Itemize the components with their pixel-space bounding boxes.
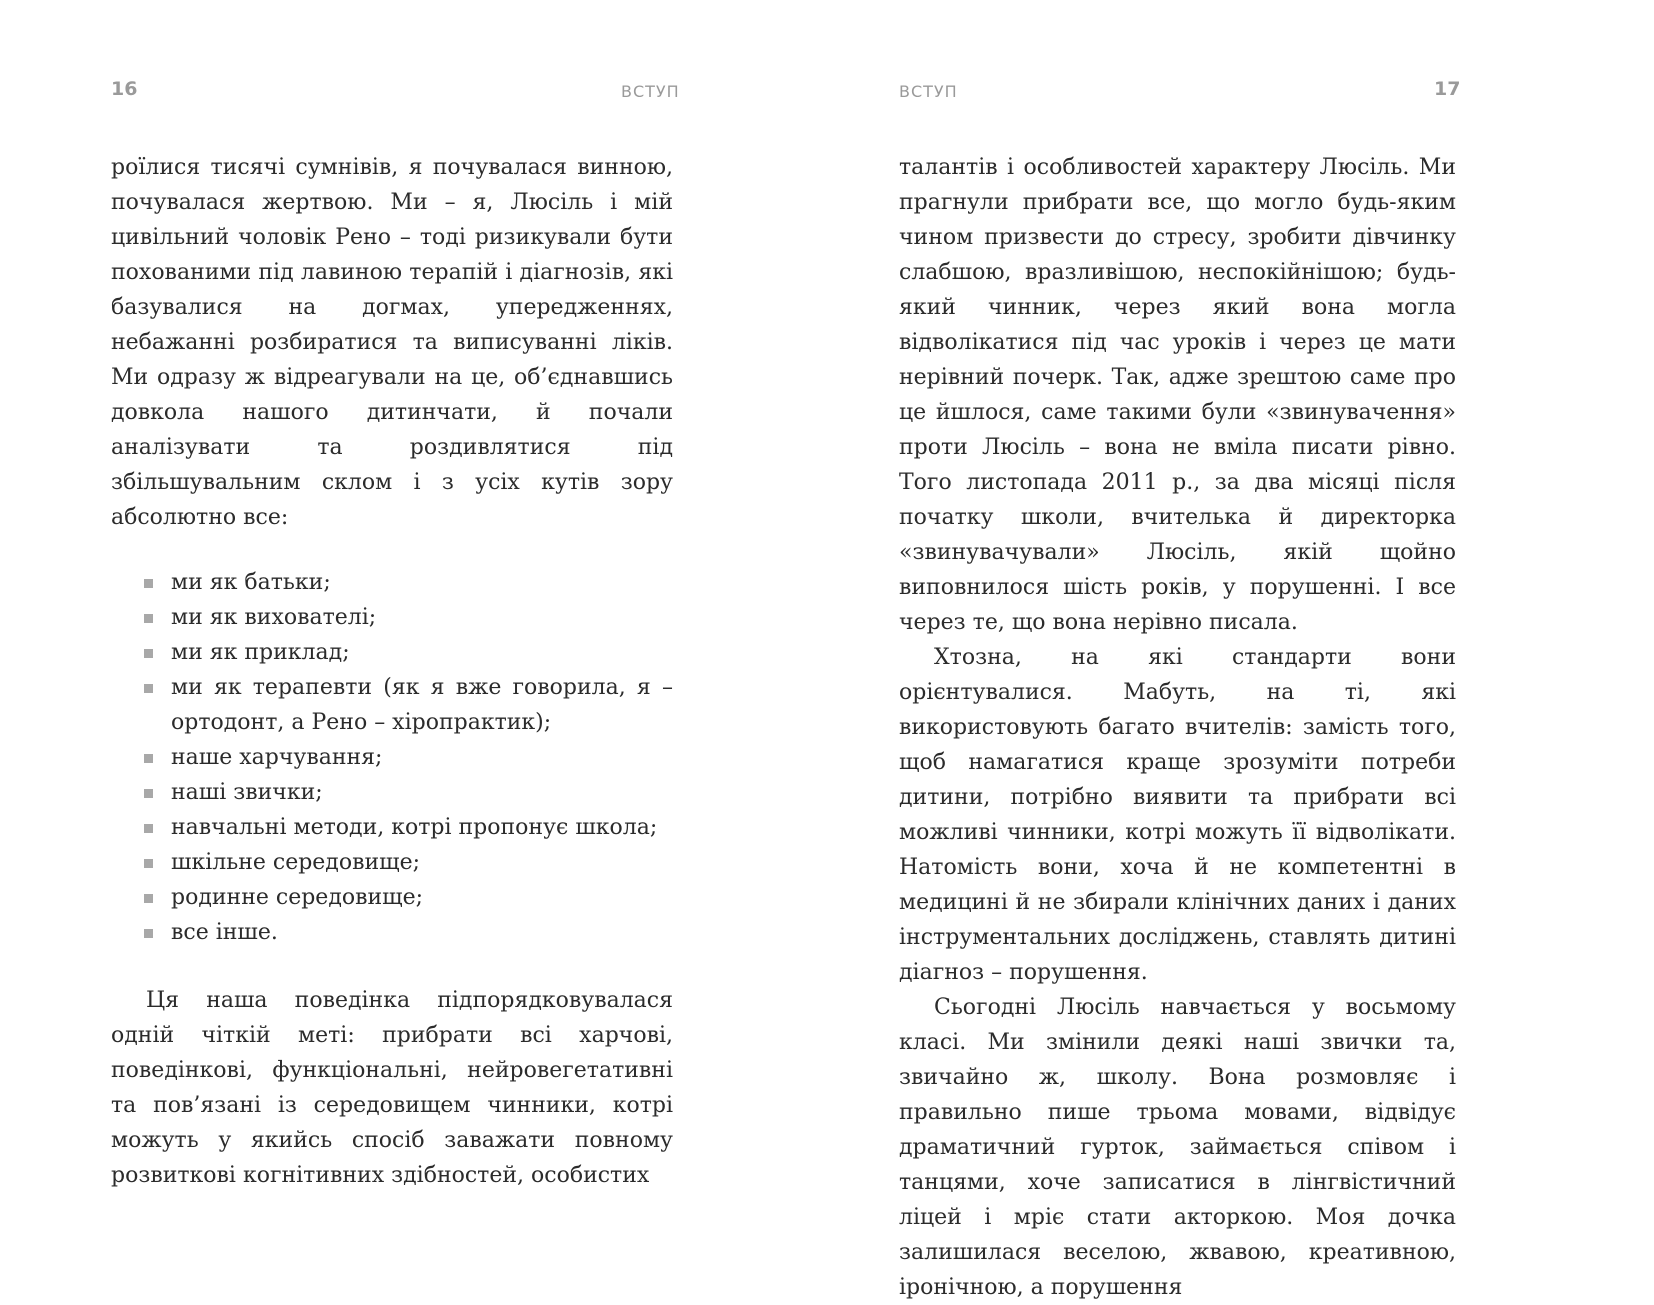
running-head-right: ВСТУП <box>899 82 958 101</box>
right-text-block <box>899 150 1456 1305</box>
bullet-list <box>111 565 673 950</box>
list-item: родинне середовище; <box>111 880 673 915</box>
left-paragraph-2: Ця наша поведінка підпорядковувалася одній чіткій меті: прибрати всі харчові, поведінкові, функціональні, нейровегетативні та пов’язані із середовищем чинники, котрі можуть у якийсь спосіб заважати повному розвиткові когнітивних здібностей, особистих <box>111 988 673 1188</box>
list-item: ми як вихователі; <box>111 600 673 635</box>
list-item: ми як терапевти (як я вже говорила, я – ортодонт, а Рено – хіропрактик); <box>111 670 673 740</box>
page-number-left: 16 <box>111 78 138 100</box>
square-bullet-icon <box>144 894 153 903</box>
right-paragraph-3: Сьогодні Люсіль навчається у восьмому класі. Ми змінили деякі наші звички та, звичайно ж, школу. Вона розмовляє і правильно пише трьома мовами, відвідує драматичний гурток, займається співом і танцями, хоче записатися в лінгвістичний ліцей і мріє стати акторкою. Моя дочка залишилася веселою, жвавою, креативною, іронічною, а порушення <box>899 995 1456 1300</box>
list-item: ми як приклад; <box>111 635 673 670</box>
list-item: шкільне середовище; <box>111 845 673 880</box>
square-bullet-icon <box>144 859 153 868</box>
square-bullet-icon <box>144 754 153 763</box>
square-bullet-icon <box>144 824 153 833</box>
right-page <box>827 0 1654 1300</box>
list-item: навчальні методи, котрі пропонує школа; <box>111 810 673 845</box>
list-item: наше харчування; <box>111 740 673 775</box>
square-bullet-icon <box>144 684 153 693</box>
square-bullet-icon <box>144 929 153 938</box>
left-page <box>0 0 827 1241</box>
running-head-left: ВСТУП <box>621 82 680 101</box>
square-bullet-icon <box>144 579 153 588</box>
right-paragraph-1: талантів і особливостей характеру Люсіль. Ми прагнули прибрати все, що могло будь-яким чином призвести до стресу, зробити дівчинку слабшою, вразливішою, неспокійнішою; будь-який чинник, через який вона могла відволікатися під час уроків і через це мати нерівний почерк. Так, адже зрештою саме про це йшлося, саме такими були «звинувачення» проти Люсіль – вона не вміла писати рівно. Того листопада 2011 р., за два місяці після початку школи, вчителька й директорка «звинувачували» Люсіль, якій щойно виповнилося шість років, у порушенні. І все через те, що вона нерівно писала. <box>899 155 1456 635</box>
page-number-right: 17 <box>1434 78 1461 100</box>
square-bullet-icon <box>144 649 153 658</box>
list-item: все інше. <box>111 915 673 950</box>
left-paragraph-1: роїлися тисячі сумнівів, я почувалася винною, почувалася жертвою. Ми – я, Люсіль і мій цивільний чоловік Рено – тоді ризикували бути похованими під лавиною терапій і діагнозів, які базувалися на догмах, упередженнях, небажанні розбиратися та виписуванні ліків. Ми одразу ж відреагували на це, об’єднавшись довкола нашого дитинчати, й почали аналізувати та роздивлятися під збільшувальним склом і з усіх кутів зору абсолютно все: <box>111 155 673 530</box>
list-item: наші звички; <box>111 775 673 810</box>
list-item: ми як батьки; <box>111 565 673 600</box>
square-bullet-icon <box>144 789 153 798</box>
right-paragraph-2: Хтозна, на які стандарти вони орієнтувалися. Мабуть, на ті, які використовують багато вчителів: замість того, щоб намагатися краще зрозуміти потреби дитини, потрібно виявити та прибрати всі можливі чинники, котрі можуть її відволікати. Натомість вони, хоча й не компетентні в медицині й не збирали клінічних даних і даних інструментальних досліджень, ставлять дитині діагноз – порушення. <box>899 645 1456 985</box>
square-bullet-icon <box>144 614 153 623</box>
left-text-block <box>111 150 673 1193</box>
